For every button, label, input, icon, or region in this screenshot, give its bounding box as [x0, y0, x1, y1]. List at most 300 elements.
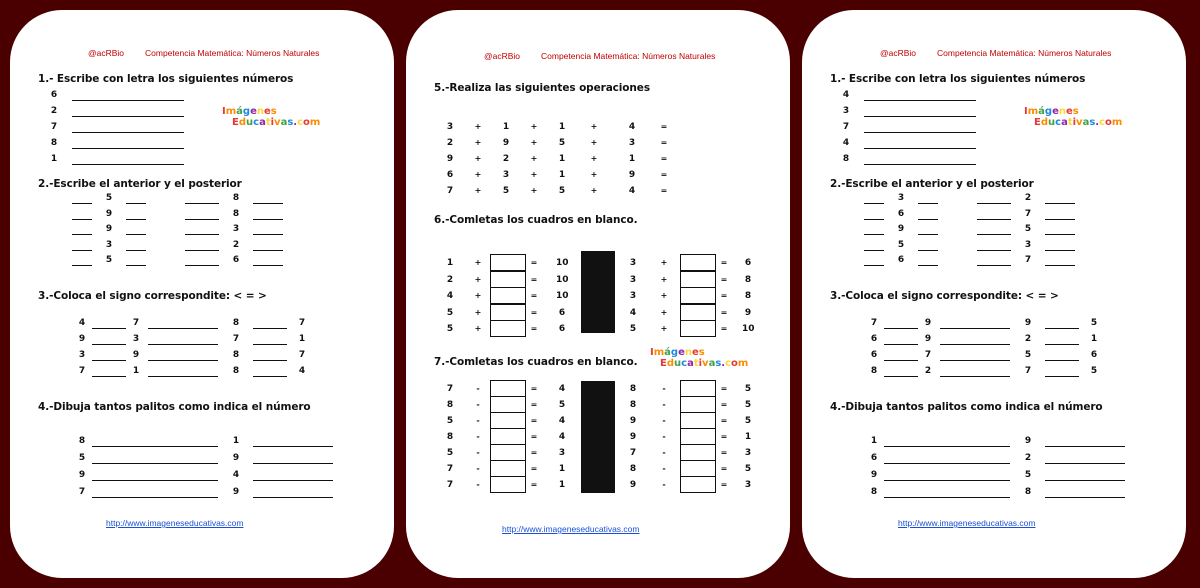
answer-line[interactable] [72, 219, 92, 220]
answer-line[interactable] [884, 497, 1010, 498]
number-label: 4 [232, 470, 240, 480]
operator-sign: + [474, 324, 482, 333]
operator-sign: = [660, 186, 668, 195]
number-label: 8 [232, 366, 240, 376]
answer-line[interactable] [884, 360, 918, 361]
answer-line[interactable] [148, 376, 218, 377]
answer-line[interactable] [148, 360, 218, 361]
number-label: 5 [558, 138, 566, 148]
answer-box[interactable] [490, 304, 526, 321]
section-2-title: 2.-Escribe el anterior y el posterior [830, 178, 1034, 190]
operator-sign: + [474, 274, 482, 284]
answer-line[interactable] [1045, 344, 1079, 345]
section-4-title: 4.-Dibuja tantos palitos como indica el número [830, 401, 1103, 413]
answer-line[interactable] [185, 234, 219, 235]
operator-sign: = [720, 416, 728, 425]
answer-line[interactable] [72, 234, 92, 235]
answer-line[interactable] [1045, 376, 1079, 377]
operator-sign: = [660, 122, 668, 131]
answer-line[interactable] [864, 132, 976, 133]
answer-line[interactable] [864, 250, 884, 251]
number-label: 5 [502, 186, 510, 196]
answer-line[interactable] [1045, 360, 1079, 361]
answer-line[interactable] [884, 463, 1010, 464]
number-label: 7 [842, 122, 850, 132]
answer-box[interactable] [490, 476, 526, 493]
number-label: 9 [502, 138, 510, 148]
answer-line[interactable] [884, 328, 918, 329]
number-label: 4 [558, 384, 566, 394]
number-label: 8 [744, 291, 752, 301]
answer-line[interactable] [1045, 328, 1079, 329]
answer-line[interactable] [864, 219, 884, 220]
answer-box[interactable] [680, 304, 716, 321]
number-label: 5 [744, 384, 752, 394]
operator-sign: = [530, 416, 538, 425]
operator-sign: + [530, 186, 538, 195]
number-label: 1 [558, 480, 566, 490]
number-label: 8 [629, 464, 637, 474]
number-label: 6 [558, 307, 566, 318]
answer-box[interactable] [680, 287, 716, 304]
answer-line[interactable] [92, 480, 218, 481]
section-7-title: 7.-Comletas los cuadros en blanco. [434, 356, 638, 368]
answer-line[interactable] [884, 446, 1010, 447]
number-label: 3 [628, 138, 636, 148]
number-label: 6 [870, 334, 878, 344]
operator-sign: = [530, 324, 538, 333]
number-label: 2 [1024, 193, 1032, 203]
number-label: 8 [870, 366, 878, 376]
operator-sign: = [660, 154, 668, 163]
answer-line[interactable] [940, 328, 1010, 329]
number-label: 7 [298, 350, 306, 360]
number-label: 7 [629, 448, 637, 458]
number-label: 4 [298, 366, 306, 376]
answer-line[interactable] [253, 344, 287, 345]
operator-sign: = [720, 384, 728, 393]
operator-sign: + [590, 138, 598, 147]
answer-line[interactable] [864, 100, 976, 101]
answer-line[interactable] [1045, 219, 1075, 220]
number-label: 7 [298, 318, 306, 328]
number-label: 1 [558, 154, 566, 164]
answer-line[interactable] [92, 360, 126, 361]
answer-box[interactable] [680, 320, 716, 337]
number-label: 7 [870, 318, 878, 328]
number-label: 4 [842, 138, 850, 148]
answer-line[interactable] [1045, 497, 1125, 498]
number-label: 2 [446, 274, 454, 285]
answer-line[interactable] [1045, 234, 1075, 235]
answer-box[interactable] [680, 254, 716, 271]
answer-line[interactable] [148, 344, 218, 345]
answer-line[interactable] [72, 265, 92, 266]
answer-line[interactable] [72, 100, 184, 101]
number-label: 5 [744, 464, 752, 474]
number-label: 9 [924, 334, 932, 344]
number-label: 9 [924, 318, 932, 328]
logo [650, 347, 748, 369]
answer-box[interactable] [490, 287, 526, 304]
answer-line[interactable] [253, 376, 287, 377]
answer-line[interactable] [918, 250, 938, 251]
answer-line[interactable] [126, 265, 146, 266]
answer-line[interactable] [918, 265, 938, 266]
operator-sign: = [720, 448, 728, 457]
answer-box[interactable] [490, 254, 526, 271]
answer-line[interactable] [940, 360, 1010, 361]
number-label: 7 [446, 384, 454, 394]
answer-line[interactable] [72, 164, 184, 165]
operator-sign: - [662, 464, 666, 473]
answer-box[interactable] [680, 428, 716, 445]
number-label: 7 [1024, 255, 1032, 265]
answer-line[interactable] [977, 234, 1011, 235]
number-label: 3 [132, 334, 140, 344]
logo [1024, 106, 1122, 128]
answer-box[interactable] [680, 444, 716, 461]
answer-box[interactable] [490, 428, 526, 445]
answer-line[interactable] [918, 234, 938, 235]
number-label: 10 [556, 258, 569, 268]
answer-line[interactable] [1045, 446, 1125, 447]
worksheet-3 [802, 10, 1186, 578]
number-label: 8 [870, 487, 878, 497]
number-label: 5 [744, 400, 752, 410]
logo-line2: Educativas.com [660, 358, 749, 369]
number-label: 6 [232, 255, 240, 265]
answer-line[interactable] [126, 250, 146, 251]
operator-sign: + [474, 154, 482, 163]
answer-line[interactable] [72, 148, 184, 149]
operator-sign: + [474, 138, 482, 147]
operator-sign: + [474, 291, 482, 300]
number-label: 3 [744, 480, 752, 490]
operator-sign: + [660, 324, 668, 333]
answer-line[interactable] [253, 360, 287, 361]
number-label: 1 [298, 334, 306, 344]
operator-sign: + [590, 122, 598, 131]
section-1-title: 1.- Escribe con letra los siguientes números [38, 73, 294, 85]
number-label: 7 [132, 318, 140, 328]
answer-line[interactable] [1045, 250, 1075, 251]
answer-line[interactable] [92, 344, 126, 345]
number-label: 9 [870, 470, 878, 480]
footer-link[interactable]: http://www.imageneseducativas.com [502, 524, 640, 534]
number-label: 8 [744, 274, 752, 285]
answer-line[interactable] [918, 203, 938, 204]
answer-line[interactable] [864, 265, 884, 266]
number-label: 8 [629, 384, 637, 394]
answer-line[interactable] [92, 376, 126, 377]
answer-line[interactable] [253, 446, 333, 447]
operator-sign: - [476, 464, 480, 473]
header-author: @acRBio [880, 48, 917, 58]
number-label: 1 [446, 258, 454, 268]
answer-line[interactable] [92, 497, 218, 498]
number-label: 5 [744, 416, 752, 426]
number-label: 4 [628, 186, 636, 196]
number-label: 4 [558, 416, 566, 426]
operator-sign: + [590, 154, 598, 163]
operator-sign: + [530, 170, 538, 179]
number-label: 7 [232, 334, 240, 344]
logo-line1: Imágenes [650, 347, 705, 358]
number-label: 5 [446, 324, 454, 334]
number-label: 9 [628, 170, 636, 180]
header-topic: Competencia Matemática: Números Naturales [145, 48, 320, 58]
number-label: 6 [558, 324, 566, 334]
number-label: 8 [232, 350, 240, 360]
number-label: 5 [1090, 318, 1098, 328]
answer-line[interactable] [72, 203, 92, 204]
number-label: 5 [105, 255, 113, 265]
answer-box[interactable] [490, 396, 526, 413]
answer-line[interactable] [126, 234, 146, 235]
answer-line[interactable] [884, 376, 918, 377]
answer-box[interactable] [490, 460, 526, 477]
number-label: 8 [232, 318, 240, 328]
number-label: 7 [924, 350, 932, 360]
answer-line[interactable] [185, 219, 219, 220]
answer-box[interactable] [490, 380, 526, 397]
number-label: 10 [556, 291, 569, 301]
operator-sign: + [660, 274, 668, 284]
footer-link[interactable]: http://www.imageneseducativas.com [898, 518, 1036, 528]
number-label: 1 [558, 464, 566, 474]
number-label: 7 [78, 366, 86, 376]
answer-line[interactable] [884, 344, 918, 345]
operator-sign: = [720, 307, 728, 317]
number-label: 9 [232, 453, 240, 463]
answer-line[interactable] [253, 328, 287, 329]
number-label: 4 [558, 432, 566, 442]
answer-line[interactable] [1045, 463, 1125, 464]
answer-line[interactable] [253, 234, 283, 235]
operator-sign: + [660, 307, 668, 317]
answer-line[interactable] [185, 203, 219, 204]
answer-box[interactable] [680, 380, 716, 397]
operator-sign: + [660, 258, 668, 267]
number-label: 7 [78, 487, 86, 497]
operator-sign: + [590, 170, 598, 179]
number-label: 1 [870, 436, 878, 446]
section-2-title: 2.-Escribe el anterior y el posterior [38, 178, 242, 190]
number-label: 9 [105, 208, 113, 219]
answer-line[interactable] [1045, 203, 1075, 204]
number-label: 3 [558, 448, 566, 458]
answer-box[interactable] [680, 460, 716, 477]
number-label: 8 [50, 138, 58, 148]
operator-sign: - [662, 448, 666, 457]
answer-box[interactable] [680, 271, 716, 288]
number-label: 1 [628, 154, 636, 164]
answer-line[interactable] [253, 497, 333, 498]
operator-sign: - [662, 432, 666, 441]
operator-sign: - [476, 416, 480, 425]
operator-sign: = [530, 432, 538, 441]
operator-sign: = [720, 432, 728, 441]
operator-sign: = [660, 170, 668, 179]
answer-line[interactable] [126, 203, 146, 204]
answer-line[interactable] [977, 265, 1011, 266]
section-3-title: 3.-Coloca el signo correspondite: < = > [38, 290, 267, 302]
operator-sign: = [530, 384, 538, 393]
number-label: 4 [628, 122, 636, 132]
number-label: 3 [1024, 239, 1032, 250]
operator-sign: = [530, 448, 538, 457]
operator-sign: + [474, 122, 482, 131]
answer-box[interactable] [680, 412, 716, 429]
number-label: 4 [78, 318, 86, 328]
number-label: 4 [629, 307, 637, 318]
header-topic: Competencia Matemática: Números Naturales [937, 48, 1112, 58]
number-label: 7 [1024, 366, 1032, 376]
number-label: 1 [132, 366, 140, 376]
number-label: 8 [78, 436, 86, 446]
answer-box[interactable] [490, 320, 526, 337]
number-label: 2 [924, 366, 932, 376]
answer-line[interactable] [918, 219, 938, 220]
answer-line[interactable] [148, 328, 218, 329]
number-label: 9 [629, 416, 637, 426]
answer-line[interactable] [72, 116, 184, 117]
number-label: 2 [50, 106, 58, 116]
answer-line[interactable] [977, 203, 1011, 204]
number-label: 3 [629, 258, 637, 268]
number-label: 8 [232, 193, 240, 203]
answer-line[interactable] [940, 344, 1010, 345]
footer-link[interactable]: http://www.imageneseducativas.com [106, 518, 244, 528]
operator-sign: + [530, 138, 538, 147]
number-label: 5 [1024, 224, 1032, 234]
answer-line[interactable] [253, 480, 333, 481]
operator-sign: = [660, 138, 668, 147]
operator-sign: = [720, 480, 728, 489]
answer-line[interactable] [253, 219, 283, 220]
answer-box[interactable] [490, 444, 526, 461]
answer-line[interactable] [884, 480, 1010, 481]
number-label: 1 [232, 436, 240, 446]
operator-sign: = [530, 258, 538, 267]
operator-sign: + [474, 186, 482, 195]
answer-line[interactable] [92, 328, 126, 329]
answer-line[interactable] [72, 132, 184, 133]
logo-line1: Imágenes [1024, 106, 1079, 117]
number-label: 5 [446, 307, 454, 318]
number-label: 1 [50, 154, 58, 164]
operator-sign: + [530, 122, 538, 131]
number-label: 3 [629, 291, 637, 301]
number-label: 7 [50, 122, 58, 132]
number-label: 5 [1090, 366, 1098, 376]
operator-sign: = [720, 258, 728, 267]
number-label: 2 [1024, 334, 1032, 344]
operator-sign: = [530, 307, 538, 317]
number-label: 6 [744, 258, 752, 268]
answer-line[interactable] [864, 116, 976, 117]
number-label: 5 [105, 193, 113, 203]
number-label: 9 [105, 224, 113, 234]
operator-sign: - [476, 400, 480, 409]
section-5-title: 5.-Realiza las siguientes operaciones [434, 82, 650, 94]
answer-line[interactable] [977, 219, 1011, 220]
operator-sign: + [590, 186, 598, 195]
operator-sign: - [476, 432, 480, 441]
number-label: 9 [897, 224, 905, 234]
number-label: 1 [502, 122, 510, 132]
answer-line[interactable] [253, 203, 283, 204]
section-6-title: 6.-Comletas los cuadros en blanco. [434, 214, 638, 226]
answer-box[interactable] [680, 476, 716, 493]
operator-sign: - [476, 384, 480, 393]
number-label: 9 [1024, 318, 1032, 328]
number-label: 8 [1024, 487, 1032, 497]
answer-line[interactable] [864, 164, 976, 165]
answer-line[interactable] [72, 250, 92, 251]
answer-line[interactable] [185, 265, 219, 266]
answer-line[interactable] [253, 265, 283, 266]
answer-box[interactable] [680, 396, 716, 413]
number-label: 3 [446, 122, 454, 132]
number-label: 3 [232, 224, 240, 234]
black-separator [581, 251, 615, 333]
answer-line[interactable] [977, 250, 1011, 251]
number-label: 9 [78, 470, 86, 480]
answer-line[interactable] [185, 250, 219, 251]
section-1-title: 1.- Escribe con letra los siguientes números [830, 73, 1086, 85]
number-label: 1 [744, 432, 752, 442]
number-label: 8 [629, 400, 637, 410]
worksheet-1 [10, 10, 394, 578]
number-label: 6 [870, 453, 878, 463]
number-label: 1 [558, 122, 566, 132]
number-label: 3 [105, 239, 113, 250]
number-label: 5 [558, 186, 566, 196]
answer-line[interactable] [126, 219, 146, 220]
number-label: 2 [446, 138, 454, 148]
number-label: 6 [897, 255, 905, 265]
answer-box[interactable] [490, 412, 526, 429]
answer-line[interactable] [92, 446, 218, 447]
number-label: 5 [78, 453, 86, 463]
answer-line[interactable] [864, 203, 884, 204]
number-label: 5 [1024, 350, 1032, 360]
answer-line[interactable] [253, 250, 283, 251]
black-separator [581, 381, 615, 493]
answer-line[interactable] [864, 234, 884, 235]
number-label: 5 [629, 324, 637, 334]
answer-line[interactable] [940, 376, 1010, 377]
number-label: 5 [1024, 470, 1032, 480]
operator-sign: + [474, 170, 482, 179]
number-label: 1 [1090, 334, 1098, 344]
number-label: 2 [232, 239, 240, 250]
operator-sign: = [720, 464, 728, 473]
answer-line[interactable] [92, 463, 218, 464]
operator-sign: + [530, 154, 538, 163]
section-3-title: 3.-Coloca el signo correspondite: < = > [830, 290, 1059, 302]
answer-line[interactable] [1045, 265, 1075, 266]
logo-line2: Educativas.com [1034, 117, 1123, 128]
answer-box[interactable] [490, 271, 526, 288]
answer-line[interactable] [253, 463, 333, 464]
logo [222, 106, 320, 128]
answer-line[interactable] [1045, 480, 1125, 481]
number-label: 10 [556, 274, 569, 285]
answer-line[interactable] [864, 148, 976, 149]
